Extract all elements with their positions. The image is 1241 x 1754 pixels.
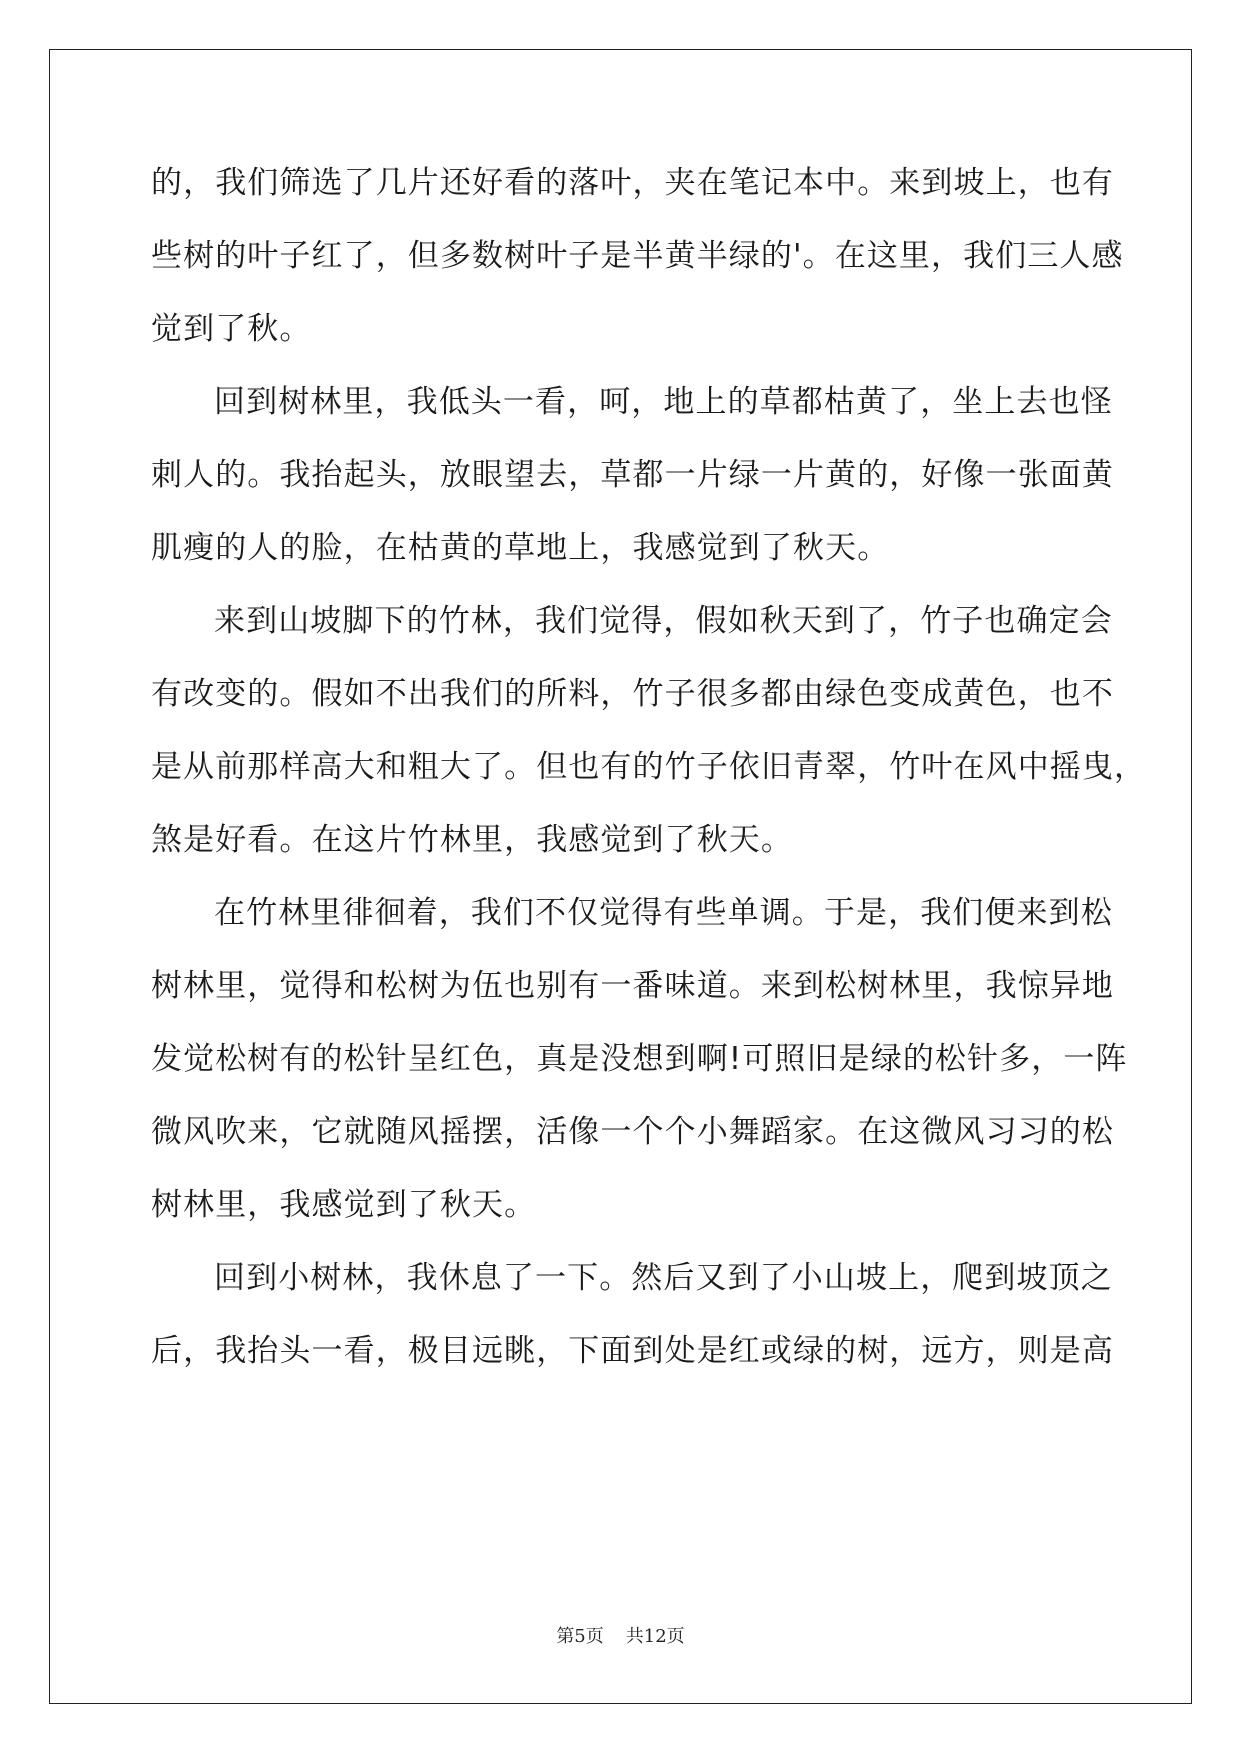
- text-line: 是从前那样高大和粗大了。但也有的竹子依旧青翠，竹叶在风中摇曳，: [151, 749, 1147, 785]
- text-line: 的，我们筛选了几片还好看的落叶，夹在笔记本中。来到坡上，也有: [151, 165, 1114, 201]
- text-line: 肌瘦的人的脸，在枯黄的草地上，我感觉到了秋天。: [151, 530, 890, 566]
- text-line: 后，我抬头一看，极目远眺，下面到处是红或绿的树，远方，则是高: [151, 1333, 1114, 1369]
- page-number: 第5页: [556, 1626, 604, 1647]
- page-border: [49, 49, 1192, 1704]
- paragraph-start-line: 回到树林里，我低头一看，呵，地上的草都枯黄了，坐上去也怪: [214, 384, 1113, 420]
- text-line: 刺人的。我抬起头，放眼望去，草都一片绿一片黄的，好像一张面黄: [151, 457, 1114, 493]
- page-total: 共12页: [625, 1626, 685, 1647]
- text-line: 觉到了秋。: [151, 311, 312, 347]
- text-line: 有改变的。假如不出我们的所料，竹子很多都由绿色变成黄色，也不: [151, 676, 1114, 712]
- text-line: 树林里，我感觉到了秋天。: [151, 1187, 537, 1223]
- paragraph-start-line: 来到山坡脚下的竹林，我们觉得，假如秋天到了，竹子也确定会: [214, 603, 1113, 639]
- paragraph-start-line: 回到小树林，我休息了一下。然后又到了小山坡上，爬到坡顶之: [214, 1260, 1113, 1296]
- text-line: 些树的叶子红了，但多数树叶子是半黄半绿的'。在这里，我们三人感: [151, 238, 1124, 274]
- text-line: 发觉松树有的松针呈红色，真是没想到啊!可照旧是绿的松针多，一阵: [151, 1041, 1128, 1077]
- text-line: 煞是好看。在这片竹林里，我感觉到了秋天。: [151, 822, 793, 858]
- text-line: 树林里，觉得和松树为伍也别有一番味道。来到松树林里，我惊异地: [151, 968, 1114, 1004]
- paragraph-start-line: 在竹林里徘徊着，我们不仅觉得有些单调。于是，我们便来到松: [214, 895, 1113, 931]
- page-footer: [0, 1622, 1241, 1648]
- text-line: 微风吹来，它就随风摇摆，活像一个个小舞蹈家。在这微风习习的松: [151, 1114, 1114, 1150]
